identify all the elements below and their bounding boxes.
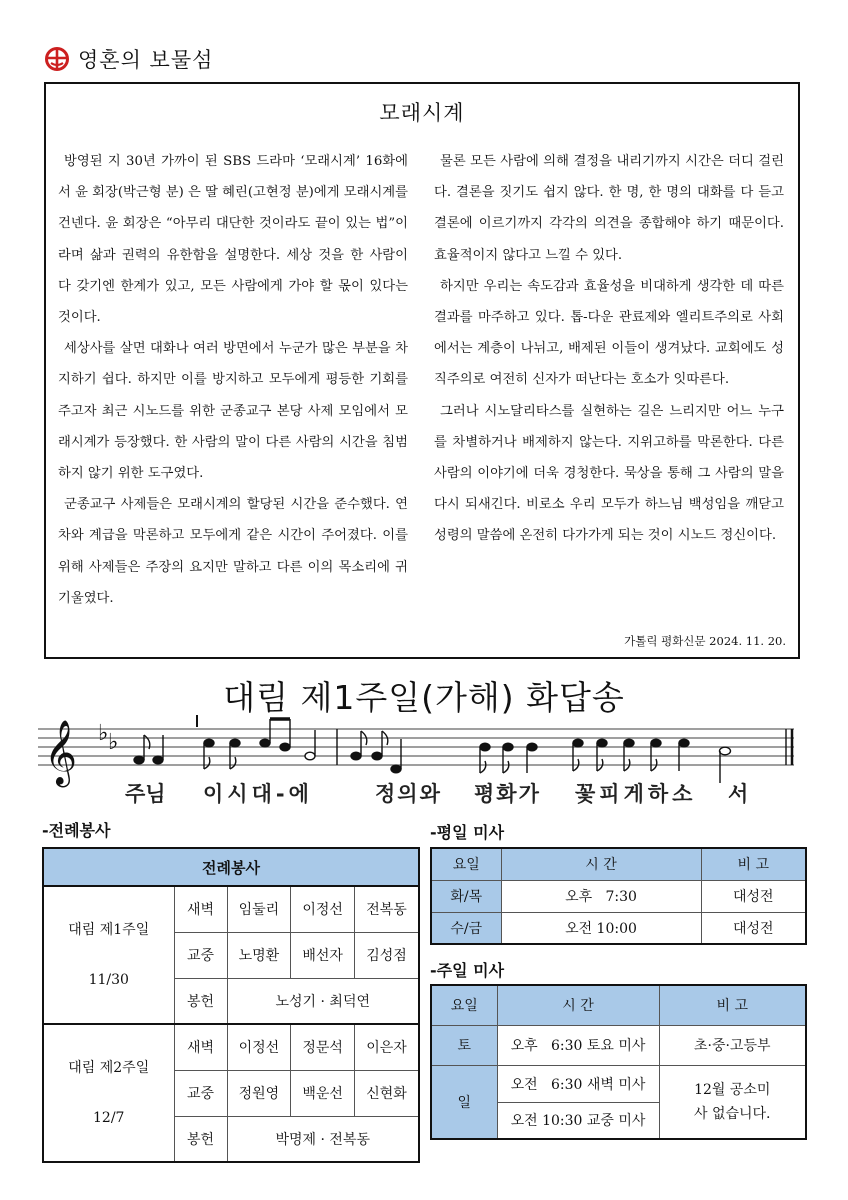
time-cell: 오전 6:30 새벽 미사: [497, 1065, 659, 1102]
person-cell: 정원영: [227, 1070, 291, 1116]
article-title: 모래시계: [379, 101, 465, 125]
role-cell: 새벽: [174, 886, 227, 932]
column-header: 비 고: [701, 848, 806, 880]
sunday-mass-table: [430, 984, 807, 1140]
lyric-syllables: 꽃피게하소: [575, 782, 697, 806]
table-header: 전례봉사: [43, 848, 419, 886]
week-cell: [43, 886, 174, 1024]
week-date: 12/7: [93, 1110, 125, 1126]
article-right-column: [434, 146, 784, 552]
day-cell: 수/금: [431, 912, 501, 944]
lyric-syllables: 주님: [125, 782, 166, 806]
week-name: 대림 제2주일: [68, 1060, 150, 1076]
note-cell: 초·중·고등부: [659, 1025, 806, 1065]
time-cell: 오후 6:30 토요 미사: [497, 1025, 659, 1065]
table-header-row: [431, 985, 806, 1025]
sunday-mass-section-label: -주일 미사: [430, 961, 505, 980]
psalm-title: 대림 제1주일(가해) 화답송: [223, 678, 625, 717]
article-source: 가톨릭 평화신문 2024. 11. 20.: [624, 634, 786, 648]
liturgy-section-label: -전례봉사: [42, 821, 111, 840]
note-cell: 대성전: [701, 912, 806, 944]
page-header: [44, 44, 213, 74]
lyric-syllables: 서: [728, 782, 749, 806]
table-row: [43, 886, 419, 932]
weekday-mass-table: [430, 847, 807, 945]
week-date: 11/30: [88, 972, 129, 988]
article-paragraph: 방영된 지 30년 가까이 된 SBS 드라마 ‘모래시계’ 16화에서 윤 회장(박근형 분) 은 딸 혜린(고현정 분)에게 모래시계를 건넨다. 윤 회장은 “아무리 대단한 것이라도 끝이 있는 법”이라며 삶과 권력의 유한함을 설명한다. 세상 것을 한 사람이 다 갖기엔 한계가 있고, 모든 사람에게 가야 할 몫이 있다는 것이다.: [58, 154, 408, 326]
liturgy-service-table: [42, 847, 420, 1163]
column-header: 요일: [431, 848, 501, 880]
role-cell: 봉헌: [174, 978, 227, 1024]
table-row: [431, 912, 806, 944]
person-cell: 이은자: [354, 1024, 419, 1070]
lyric-syllables: 이시대-에: [203, 782, 313, 806]
article-paragraph: 하지만 우리는 속도감과 효율성을 비대하게 생각한 데 따른 결과를 마주하고 있다. 톱-다운 관료제와 엘리트주의로 사회에서는 계층이 나뉘고, 배제된 이들이 생겨났다. 교회에도 성직주의로 여전히 신자가 떠난다는 호소가 잇따른다.: [434, 278, 784, 388]
day-cell: 토: [431, 1025, 497, 1065]
column-header: 비 고: [659, 985, 806, 1025]
time-cell: 오전 10:00: [501, 912, 701, 944]
svg-text:♭: ♭: [108, 730, 119, 755]
person-cell: 노성기 · 최덕연: [227, 978, 419, 1024]
article-paragraph: 물론 모든 사람에 의해 결정을 내리기까지 시간은 더디 걸린다. 결론을 짓기도 쉽지 않다. 한 명, 한 명의 대화를 다 듣고 결론에 이르기까지 각각의 의견을 종합해야 하기 때문이다. 효율적이지 않다고 느낄 수 있다.: [434, 154, 784, 263]
person-cell: 전복동: [354, 886, 419, 932]
cross-circle-icon: [44, 46, 70, 72]
svg-text:♭: ♭: [98, 721, 109, 746]
day-cell: 일: [431, 1065, 497, 1139]
role-cell: 봉헌: [174, 1116, 227, 1162]
article-paragraph: 세상사를 살면 대화나 여러 방면에서 누군가 많은 부분을 차지하기 쉽다. 하지만 이를 방지하고 모두에게 평등한 기회를 주고자 최근 시노드를 위한 군종교구 본당 사제 모임에서 모래시계가 등장했다. 한 사람의 말이 다른 사람의 시간을 침범하지 않기 위한 도구였다.: [58, 341, 408, 482]
time-cell: 오후 7:30: [501, 880, 701, 912]
person-cell: 배선자: [291, 932, 355, 978]
newsletter-title: 영혼의 보물섬: [78, 48, 214, 72]
article-paragraph: 그러나 시노달리타스를 실현하는 길은 느리지만 어느 누구를 차별하거나 배제하지 않는다. 지위고하를 막론한다. 다른 사람의 이야기에 더욱 경청한다. 묵상을 통해 그 사람의 말을 다시 되새긴다. 비로소 우리 모두가 하느님 백성임을 깨닫고 성령의 말씀에 온전히 다가가게 되는 것이 시노드 정신이다.: [434, 403, 784, 544]
person-cell: 정문석: [291, 1024, 355, 1070]
treble-clef-icon: 𝄞: [44, 720, 78, 785]
week-cell: [43, 1024, 174, 1162]
table-header-row: [431, 848, 806, 880]
week-name: 대림 제1주일: [68, 922, 150, 938]
table-row: [431, 1065, 806, 1102]
person-cell: 백운선: [291, 1070, 355, 1116]
column-header: 시 간: [501, 848, 701, 880]
column-header: 시 간: [497, 985, 659, 1025]
person-cell: 박명제 · 전복동: [227, 1116, 419, 1162]
role-cell: 새벽: [174, 1024, 227, 1070]
note-cell: 12월 공소미사 없습니다.: [659, 1065, 806, 1139]
table-row: [43, 1024, 419, 1070]
note-cell: 대성전: [701, 880, 806, 912]
lyric-syllables: 정의와: [375, 782, 442, 806]
person-cell: 노명환: [227, 932, 291, 978]
weekday-mass-section-label: -평일 미사: [430, 823, 505, 842]
person-cell: 이정선: [227, 1024, 291, 1070]
article-left-column: [58, 146, 408, 614]
article-box: [44, 82, 800, 659]
column-header: 요일: [431, 985, 497, 1025]
day-cell: 화/목: [431, 880, 501, 912]
role-cell: 교중: [174, 932, 227, 978]
person-cell: 김성점: [354, 932, 419, 978]
lyric-syllables: 평화가: [474, 782, 541, 806]
table-row: [431, 1025, 806, 1065]
person-cell: 임둘리: [227, 886, 291, 932]
time-cell: 오전 10:30 교중 미사: [497, 1102, 659, 1139]
person-cell: 이정선: [291, 886, 355, 932]
flat-signs: [98, 721, 118, 755]
article-paragraph: 군종교구 사제들은 모래시계의 할당된 시간을 준수했다. 연차와 계급을 막론하고 모두에게 같은 시간이 주어졌다. 이를 위해 사제들은 주장의 요지만 말하고 다른 이의 목소리에 귀 기울였다.: [58, 497, 408, 606]
role-cell: 교중: [174, 1070, 227, 1116]
table-row: [431, 880, 806, 912]
person-cell: 신현화: [354, 1070, 419, 1116]
